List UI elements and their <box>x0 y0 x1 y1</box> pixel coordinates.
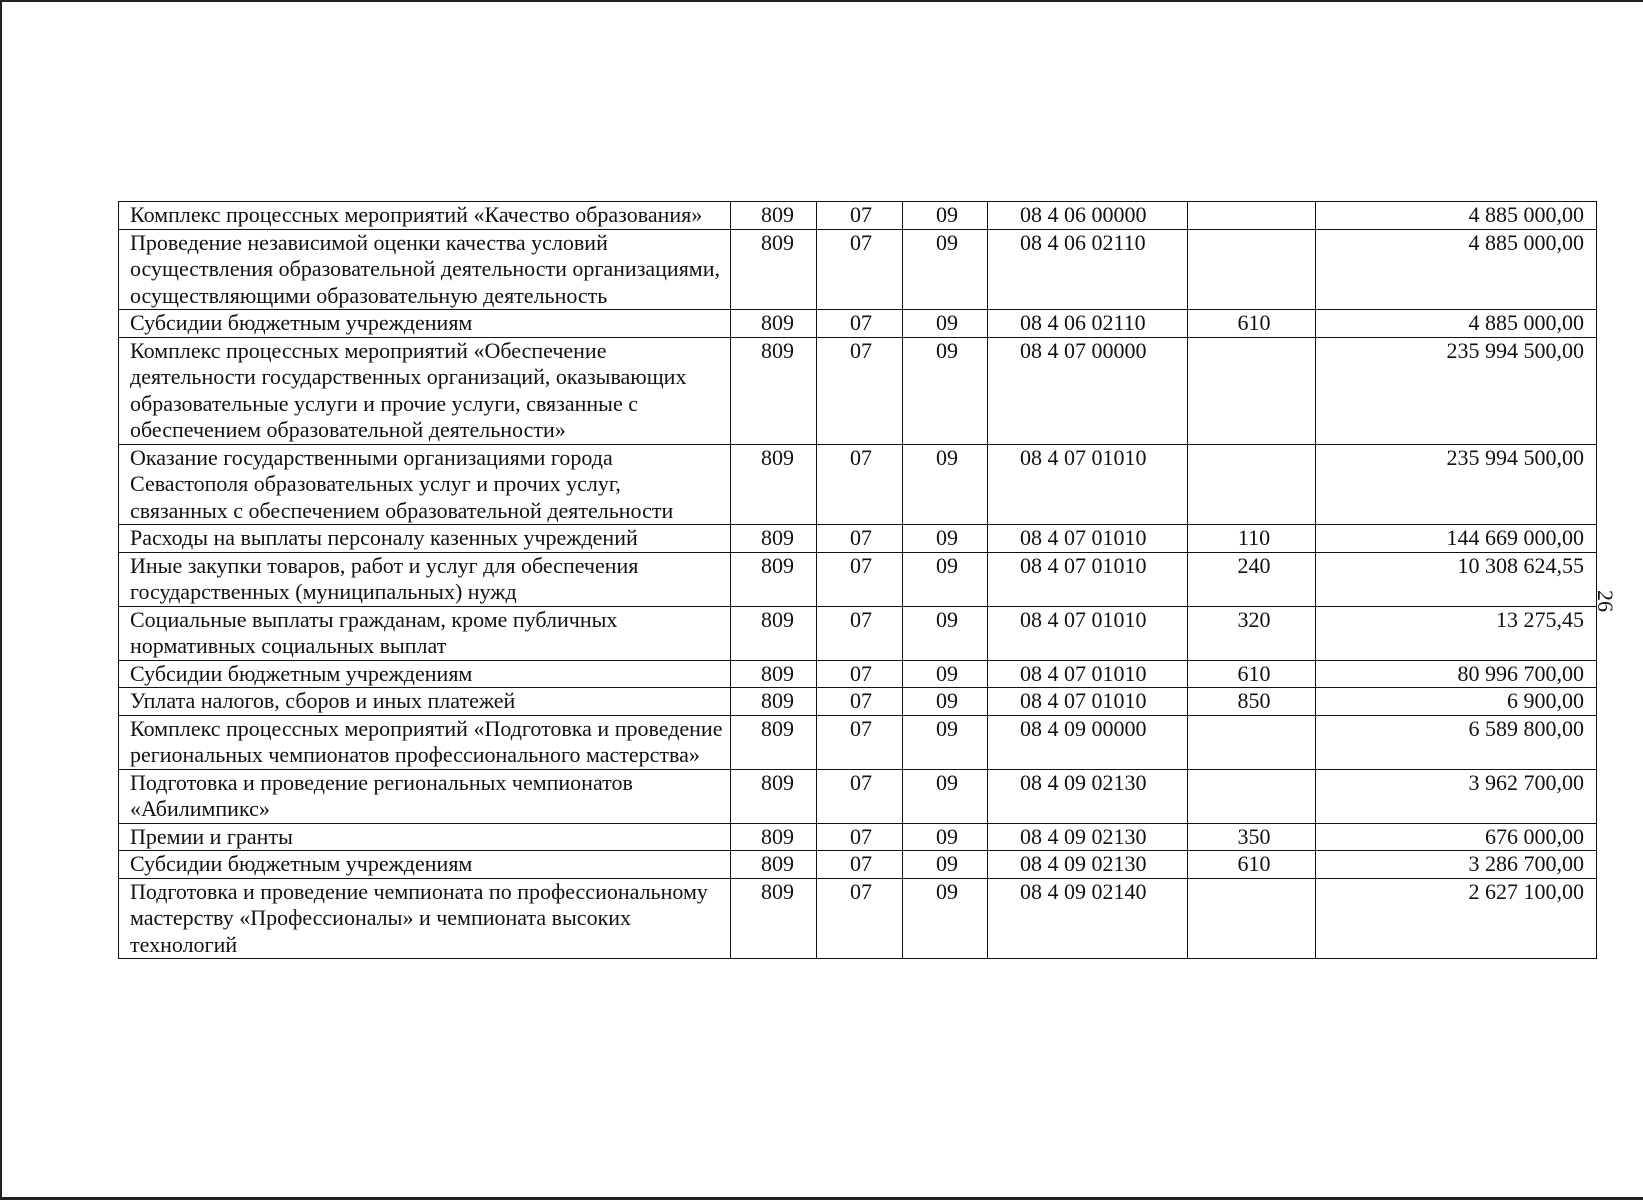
row-target-article-cell: 08 4 09 02140 <box>988 878 1188 959</box>
row-target-article-cell: 08 4 07 01010 <box>988 525 1188 553</box>
row-section-cell: 07 <box>817 552 903 606</box>
row-subsection-cell: 09 <box>903 660 988 688</box>
row-grbs-cell: 809 <box>731 525 817 553</box>
row-expense-type-cell <box>1188 337 1316 444</box>
table-row <box>119 769 1597 823</box>
row-target-article-cell: 08 4 07 01010 <box>988 660 1188 688</box>
row-amount-cell: 676 000,00 <box>1316 823 1597 851</box>
table-row <box>119 606 1597 660</box>
table-row <box>119 229 1597 310</box>
row-amount-cell: 13 275,45 <box>1316 606 1597 660</box>
table-row <box>119 525 1597 553</box>
row-grbs-cell: 809 <box>731 688 817 716</box>
scan-edge-top <box>0 0 1643 2</box>
table-row <box>119 202 1597 230</box>
row-subsection-cell: 09 <box>903 823 988 851</box>
row-name-cell: Социальные выплаты гражданам, кроме публичных нормативных социальных выплат <box>119 606 731 660</box>
row-expense-type-cell: 110 <box>1188 525 1316 553</box>
row-expense-type-cell <box>1188 229 1316 310</box>
row-amount-cell: 3 962 700,00 <box>1316 769 1597 823</box>
row-grbs-cell: 809 <box>731 444 817 525</box>
row-section-cell: 07 <box>817 444 903 525</box>
row-target-article-cell: 08 4 06 02110 <box>988 310 1188 338</box>
row-target-article-cell: 08 4 09 02130 <box>988 769 1188 823</box>
row-subsection-cell: 09 <box>903 444 988 525</box>
row-name-cell: Оказание государственными организациями города Севастополя образовательных услуг и прочих услуг, связанных с обеспечением образовательной деятельности <box>119 444 731 525</box>
row-target-article-cell: 08 4 07 01010 <box>988 552 1188 606</box>
row-name-cell: Комплекс процессных мероприятий «Обеспечение деятельности государственных организаций, оказывающих образовательные услуги и прочие услуги, связанные с обеспечением образовательной деятельности» <box>119 337 731 444</box>
row-name-cell: Субсидии бюджетным учреждениям <box>119 851 731 879</box>
row-subsection-cell: 09 <box>903 688 988 716</box>
row-name-cell: Подготовка и проведение чемпионата по профессиональному мастерству «Профессионалы» и чемпионата высоких технологий <box>119 878 731 959</box>
row-target-article-cell: 08 4 06 02110 <box>988 229 1188 310</box>
table-row <box>119 660 1597 688</box>
row-name-cell: Расходы на выплаты персоналу казенных учреждений <box>119 525 731 553</box>
row-target-article-cell: 08 4 07 01010 <box>988 688 1188 716</box>
row-expense-type-cell <box>1188 769 1316 823</box>
row-subsection-cell: 09 <box>903 606 988 660</box>
row-name-cell: Субсидии бюджетным учреждениям <box>119 310 731 338</box>
table-row <box>119 851 1597 879</box>
table-row <box>119 823 1597 851</box>
row-subsection-cell: 09 <box>903 202 988 230</box>
table-body <box>119 202 1597 959</box>
row-grbs-cell: 809 <box>731 823 817 851</box>
row-grbs-cell: 809 <box>731 606 817 660</box>
row-expense-type-cell: 350 <box>1188 823 1316 851</box>
row-grbs-cell: 809 <box>731 878 817 959</box>
row-amount-cell: 6 589 800,00 <box>1316 715 1597 769</box>
row-amount-cell: 235 994 500,00 <box>1316 444 1597 525</box>
row-section-cell: 07 <box>817 606 903 660</box>
row-section-cell: 07 <box>817 769 903 823</box>
row-section-cell: 07 <box>817 715 903 769</box>
row-subsection-cell: 09 <box>903 769 988 823</box>
row-section-cell: 07 <box>817 202 903 230</box>
row-expense-type-cell: 850 <box>1188 688 1316 716</box>
row-expense-type-cell: 610 <box>1188 310 1316 338</box>
row-subsection-cell: 09 <box>903 525 988 553</box>
row-amount-cell: 4 885 000,00 <box>1316 202 1597 230</box>
row-subsection-cell: 09 <box>903 851 988 879</box>
row-amount-cell: 4 885 000,00 <box>1316 310 1597 338</box>
row-target-article-cell: 08 4 06 00000 <box>988 202 1188 230</box>
row-grbs-cell: 809 <box>731 715 817 769</box>
row-amount-cell: 3 286 700,00 <box>1316 851 1597 879</box>
row-amount-cell: 235 994 500,00 <box>1316 337 1597 444</box>
row-grbs-cell: 809 <box>731 769 817 823</box>
table-row <box>119 444 1597 525</box>
row-grbs-cell: 809 <box>731 660 817 688</box>
row-expense-type-cell: 610 <box>1188 660 1316 688</box>
row-target-article-cell: 08 4 09 02130 <box>988 823 1188 851</box>
row-section-cell: 07 <box>817 310 903 338</box>
row-expense-type-cell <box>1188 715 1316 769</box>
row-subsection-cell: 09 <box>903 310 988 338</box>
row-name-cell: Проведение независимой оценки качества условий осуществления образовательной деятельности организациями, осуществляющими образовательную деятельность <box>119 229 731 310</box>
row-section-cell: 07 <box>817 878 903 959</box>
table-row <box>119 688 1597 716</box>
row-amount-cell: 2 627 100,00 <box>1316 878 1597 959</box>
row-grbs-cell: 809 <box>731 202 817 230</box>
scan-edge-left <box>0 0 2 1200</box>
row-amount-cell: 6 900,00 <box>1316 688 1597 716</box>
table-row <box>119 552 1597 606</box>
row-section-cell: 07 <box>817 823 903 851</box>
row-target-article-cell: 08 4 07 01010 <box>988 606 1188 660</box>
row-grbs-cell: 809 <box>731 851 817 879</box>
row-section-cell: 07 <box>817 851 903 879</box>
row-expense-type-cell <box>1188 202 1316 230</box>
row-subsection-cell: 09 <box>903 229 988 310</box>
row-amount-cell: 144 669 000,00 <box>1316 525 1597 553</box>
row-subsection-cell: 09 <box>903 715 988 769</box>
row-name-cell: Комплекс процессных мероприятий «Подготовка и проведение региональных чемпионатов профессионального мастерства» <box>119 715 731 769</box>
row-grbs-cell: 809 <box>731 229 817 310</box>
row-target-article-cell: 08 4 09 02130 <box>988 851 1188 879</box>
row-subsection-cell: 09 <box>903 337 988 444</box>
row-grbs-cell: 809 <box>731 552 817 606</box>
row-expense-type-cell <box>1188 444 1316 525</box>
row-section-cell: 07 <box>817 337 903 444</box>
row-target-article-cell: 08 4 07 01010 <box>988 444 1188 525</box>
table-row <box>119 310 1597 338</box>
row-grbs-cell: 809 <box>731 310 817 338</box>
row-amount-cell: 4 885 000,00 <box>1316 229 1597 310</box>
table-row <box>119 337 1597 444</box>
budget-table <box>118 201 1597 959</box>
row-name-cell: Уплата налогов, сборов и иных платежей <box>119 688 731 716</box>
row-target-article-cell: 08 4 09 00000 <box>988 715 1188 769</box>
row-name-cell: Премии и гранты <box>119 823 731 851</box>
row-name-cell: Комплекс процессных мероприятий «Качество образования» <box>119 202 731 230</box>
row-expense-type-cell: 610 <box>1188 851 1316 879</box>
row-name-cell: Подготовка и проведение региональных чемпионатов «Абилимпикс» <box>119 769 731 823</box>
row-section-cell: 07 <box>817 688 903 716</box>
row-section-cell: 07 <box>817 229 903 310</box>
row-subsection-cell: 09 <box>903 878 988 959</box>
row-expense-type-cell: 240 <box>1188 552 1316 606</box>
row-amount-cell: 80 996 700,00 <box>1316 660 1597 688</box>
row-target-article-cell: 08 4 07 00000 <box>988 337 1188 444</box>
row-expense-type-cell: 320 <box>1188 606 1316 660</box>
row-name-cell: Субсидии бюджетным учреждениям <box>119 660 731 688</box>
table-row <box>119 878 1597 959</box>
row-grbs-cell: 809 <box>731 337 817 444</box>
row-expense-type-cell <box>1188 878 1316 959</box>
row-section-cell: 07 <box>817 660 903 688</box>
row-name-cell: Иные закупки товаров, работ и услуг для обеспечения государственных (муниципальных) нужд <box>119 552 731 606</box>
row-amount-cell: 10 308 624,55 <box>1316 552 1597 606</box>
page-number: 26 <box>1593 590 1618 612</box>
table-row <box>119 715 1597 769</box>
row-subsection-cell: 09 <box>903 552 988 606</box>
row-section-cell: 07 <box>817 525 903 553</box>
